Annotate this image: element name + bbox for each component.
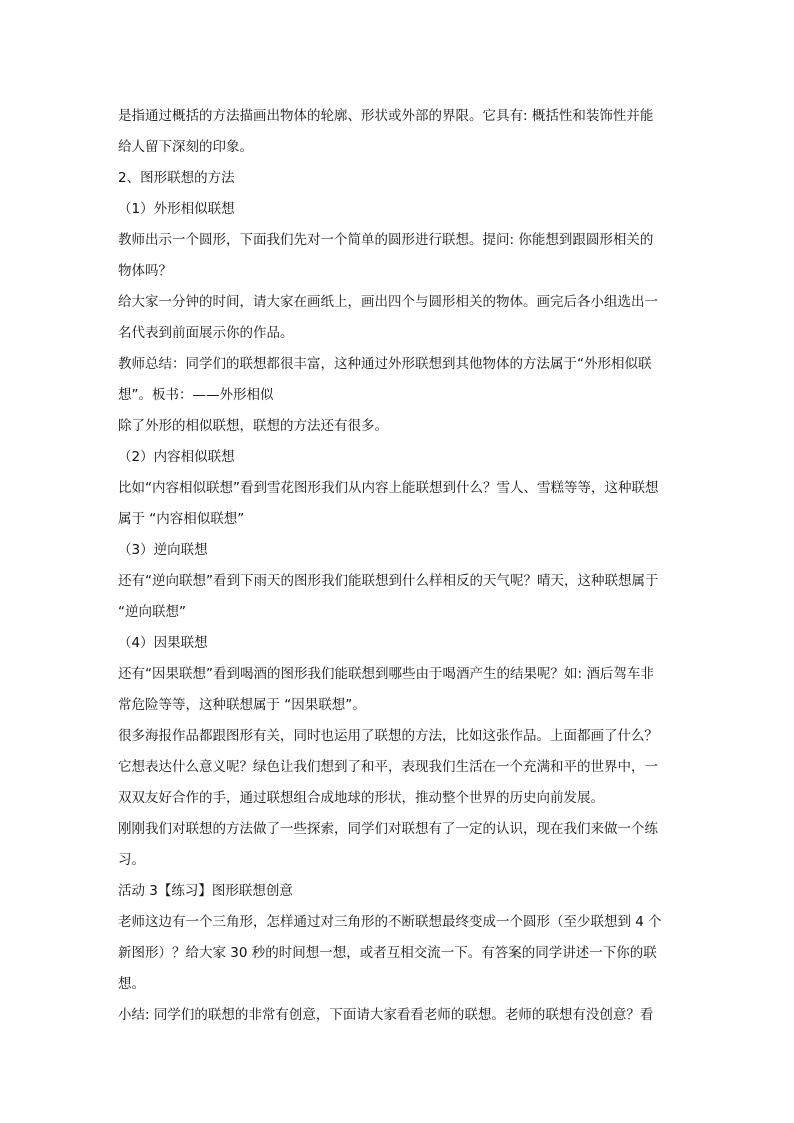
text-line: 给大家一分钟的时间，请大家在画纸上，画出四个与圆形相关的物体。画完后各小组选出一 [118, 294, 658, 310]
text-line: “逆向联想” [118, 604, 186, 620]
text-line: 除了外形的相似联想，联想的方法还有很多。 [118, 418, 388, 434]
text-line: 常危险等等，这种联想属于 “因果联想”。 [118, 697, 366, 713]
section-heading: 2、图形联想的方法 [118, 170, 235, 186]
text-line: 小结: 同学们的联想的非常有创意，下面请大家看看老师的联想。老师的联想有没创意？看 [118, 1007, 654, 1023]
text-line: 给人留下深刻的印象。 [118, 139, 253, 155]
subsection-heading: （3）逆向联想 [118, 542, 208, 558]
text-line: 很多海报作品都跟图形有关，同时也运用了联想的方法，比如这张作品。上面都画了什么？ [118, 728, 658, 744]
text-line: 想。 [118, 976, 145, 992]
subsection-heading: （1）外形相似联想 [118, 201, 235, 217]
text-line: 属于 “内容相似联想” [118, 511, 245, 527]
text-line: 还有“逆向联想”看到下雨天的图形我们能联想到什么样相反的天气呢？晴天，这种联想属于 [118, 573, 659, 589]
subsection-heading: （4）因果联想 [118, 635, 208, 651]
text-line: 是指通过概括的方法描画出物体的轮廓、形状或外部的界限。它具有: 概括性和装饰性并能 [118, 108, 654, 124]
text-line: 想”。板书：——外形相似 [118, 387, 274, 403]
text-line: 老师这边有一个三角形，怎样通过对三角形的不断联想最终变成一个圆形（至少联想到 4 个 [118, 914, 662, 930]
text-line: 它想表达什么意义呢？绿色让我们想到了和平，表现我们生活在一个充满和平的世界中，一 [118, 759, 658, 775]
text-line: 教师总结：同学们的联想都很丰富，这种通过外形联想到其他物体的方法属于“外形相似联 [118, 356, 652, 372]
text-line: 教师出示一个圆形，下面我们先对一个简单的圆形进行联想。提问: 你能想到跟圆形相关的 [118, 232, 654, 248]
activity-heading: 活动 3【练习】图形联想创意 [118, 883, 293, 899]
text-line: 新图形）？给大家 30 秒的时间想一想，或者互相交流一下。有答案的同学讲述一下你的联 [118, 945, 657, 961]
text-line: 比如“内容相似联想”看到雪花图形我们从内容上能联想到什么？雪人、雪糕等等，这种联想 [118, 480, 659, 496]
text-line: 物体吗？ [118, 263, 172, 279]
text-line: 还有“因果联想”看到喝酒的图形我们能联想到哪些由于喝酒产生的结果呢？如: 酒后驾车非 [118, 666, 654, 682]
text-line: 双双友好合作的手，通过联想组合成地球的形状，推动整个世界的历史向前发展。 [118, 790, 604, 806]
subsection-heading: （2）内容相似联想 [118, 449, 235, 465]
text-line: 刚刚我们对联想的方法做了一些探索，同学们对联想有了一定的认识，现在我们来做一个练 [118, 821, 658, 837]
text-line: 习。 [118, 852, 145, 868]
text-line: 名代表到前面展示你的作品。 [118, 325, 294, 341]
document-body [118, 101, 678, 1031]
